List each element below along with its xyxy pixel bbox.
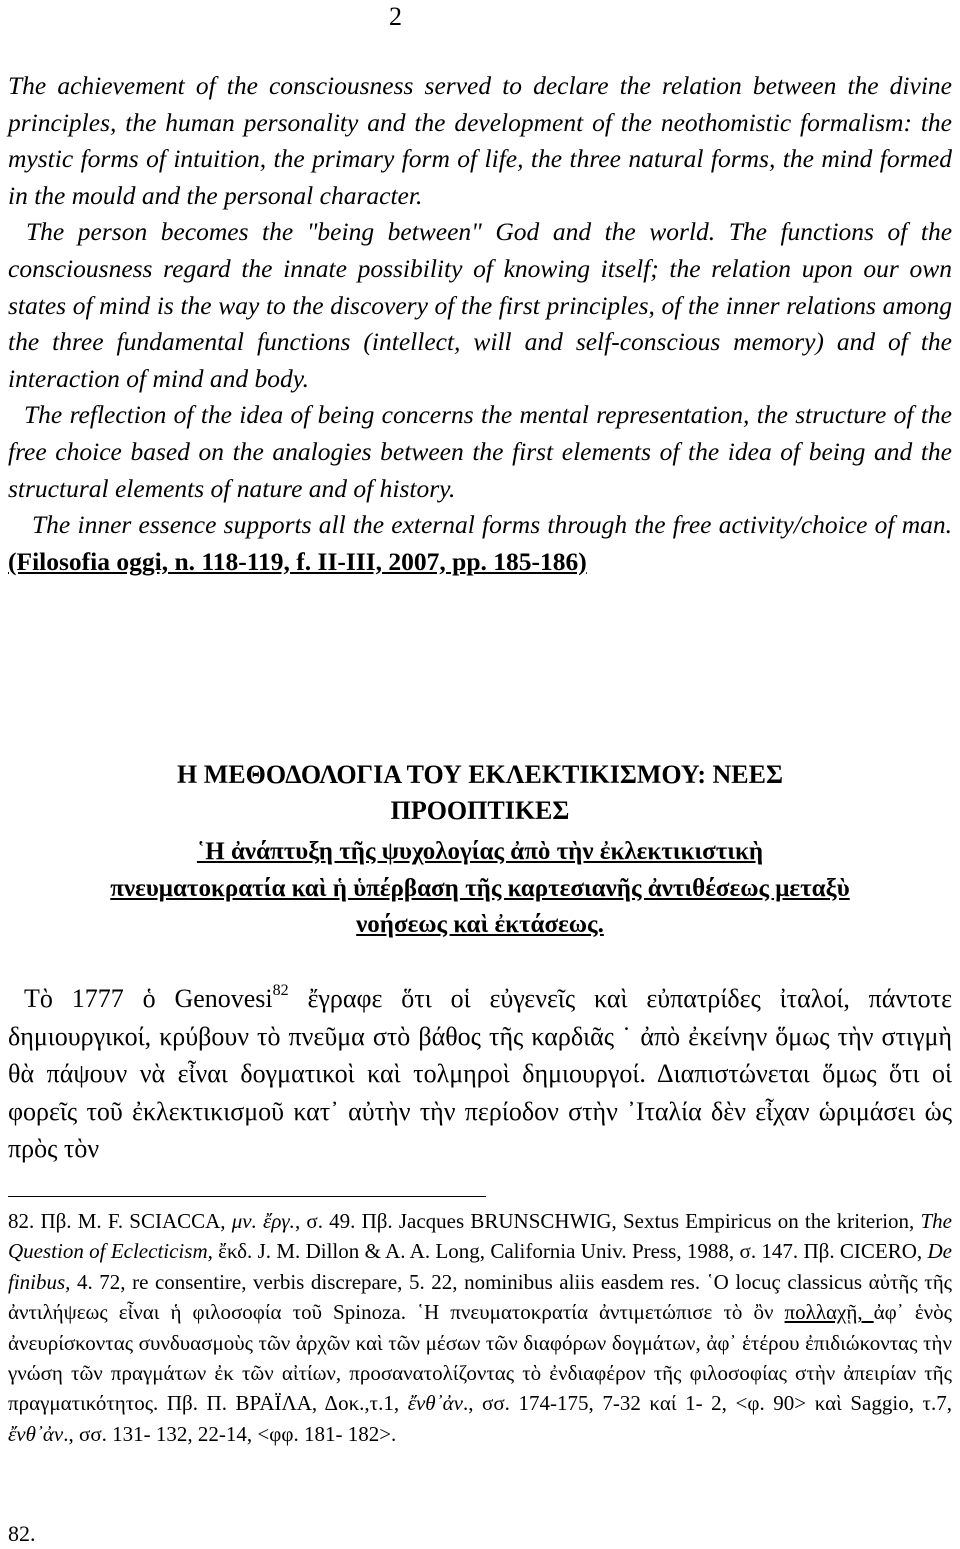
footnote-text-1: 82. Πβ. M. F. SCIACCA, <box>8 1209 232 1233</box>
page-number: 2 <box>389 2 402 31</box>
footnote-text-9: ἀφ᾽ ἑνὸς ἀνευρίσκοντας συνδυασμοὺς τῶν ἀρχῶν καὶ τῶν μέσων τῶν διαφόρων δογμάτων, ἀφ᾽ ἑτέρου ἐπιδιώκοντας τὴν γνώση τῶν πραγμάτων ἐκ τῶν αἰτίων, προσανατολίζοντας τὸ ἐνδιαφέρον τῆς φιλοσοφίας στὴν ἀπειρίαν τῆς πραγματικότητος. Πβ. Π. ΒΡΑΪΛΑ, Δοκ.,τ.1, <box>8 1300 952 1416</box>
section-heading-line-1: Η ΜΕΘΟΔΟΛΟΓΙΑ ΤΟΥ ΕΚΛΕΚΤΙΚΙΣΜΟΥ: ΝΕΕΣ <box>177 760 783 789</box>
section-subheading-line-2: πνευματοκρατία καὶ ἡ ὑπέρβαση τῆς καρτεσιανῆς ἀντιθέσεως μεταξὺ <box>110 874 850 902</box>
section-subheading-line-1: ῾Η ἀνάπτυξη τῆς ψυχολογίας ἀπὸ τὴν ἐκλεκτικιστικὴ <box>196 838 764 865</box>
footnote-82 <box>8 1206 952 1449</box>
footnote-text-7: 4. 72, re consentire, verbis discrepare, 5. 22, nominibus aliis easdem res. ῾Ο locuç classicus αὐτῆς τῆς ἀντιλήψεως εἶναι ἡ φιλοσοφία τοῦ Spinoza. ῾Η πνευματοκρατία ἀντιμετώπισε τὸ ὂν <box>8 1269 952 1325</box>
footnote-text-10: ἔνθ᾽ἀν <box>407 1391 463 1416</box>
footnote-section <box>8 1206 952 1449</box>
footnote-text-2: μν. ἔργ. <box>231 1209 295 1233</box>
english-paragraph-1: The achievement of the consciousness served to declare the relation between the divine principles, the human personality and the development of the neothomistic formalism: the mystic forms of intuition, the primary form of life, the three natural forms, the mind formed in the mould and the personal character. <box>8 71 952 210</box>
footnote-text-11: ., σσ. 174-175, 7-32 καί 1- 2, <φ. 90> καὶ Saggio, τ.7, <box>462 1391 952 1416</box>
footnote-text-8: πολλαχῇ, <box>784 1300 874 1325</box>
english-paragraph-4-text: The inner essence supports all the external forms through the free activity/choice of man. <box>32 510 952 540</box>
footnote-text-4: The Question of Eclecticism, <box>8 1209 952 1264</box>
footnote-text-13: ., σσ. 131- 132, 22-14, <φφ. 181- 182>. <box>63 1421 397 1446</box>
footnote-text-3: , σ. 49. Πβ. Jacques BRUNSCHWIG, Sextus Empiricus on the kriterion, <box>294 1209 921 1233</box>
section-subheading <box>8 834 952 944</box>
source-citation: (Filosofia oggi, n. 118-119, f. II-III, 2007, pp. 185-186) <box>8 546 587 576</box>
english-abstract <box>8 68 952 580</box>
english-paragraph-2-rest: The functions of the consciousness regard the innate possibility of knowing itself; the relation upon our own states of mind is the way to the discovery of the first principles, of the inner relations among the three fundamental functions (intellect, will and self-conscious memory) and of the interaction of mind and body. <box>8 217 953 393</box>
footnote-trailing-number: 82. <box>8 1521 36 1546</box>
section-heading <box>40 757 920 829</box>
english-paragraph-2 <box>8 214 952 397</box>
english-paragraph-3: The reflection of the idea of being concerns the mental representation, the structure of the free choice based on the analogies between the first elements of the idea of being and the structural elements of nature and of history. <box>8 400 952 503</box>
english-paragraph-4 <box>8 507 952 580</box>
greek-paragraph <box>8 980 952 1168</box>
greek-paragraph-rest: ἔγραφε ὅτι οἱ εὐγενεῖς καὶ εὐπατρίδες ἰταλοί, πάντοτε δημιουργικοί, κρύβουν τὸ πνεῦμα στὸ βάθος τῆς καρδιᾶς ˙ ἀπὸ ἐκείνην ὅμως τὴν στιγμὴ θὰ πάψουν νὰ εἶναι δογματικοὶ καὶ τολμηροὶ δημιουργοί. Διαπιστώνεται ὅμως ὅτι οἱ φορεῖς τοῦ ἐκλεκτικισμοῦ κατ᾽ αὐτὴν τὴν περίοδον στὴν ᾽Ιταλία δὲν εἶχαν ὡριμάσει ὡς πρὸς τὸν <box>8 984 952 1163</box>
greek-paragraph-start: Τὸ 1777 ὁ Genovesi <box>24 984 273 1013</box>
footnote-divider <box>8 1196 486 1197</box>
footnote-text-6: De finibus, <box>8 1239 952 1294</box>
greek-body-text <box>8 980 952 1168</box>
footnote-reference: 82 <box>272 982 289 999</box>
footnote-text-5: ἔκδ. J. M. Dillon & A. A. Long, California Univ. Press, 1988, σ. 147. Πβ. CICERO, <box>212 1239 928 1264</box>
section-heading-line-2: ΠΡΟΟΠΤΙΚΕΣ <box>390 796 570 825</box>
footnote-text-12: ἔνθ᾽ἀν <box>8 1421 64 1446</box>
english-paragraph-2-lead: The person becomes the "being between" God and the world. <box>26 217 716 247</box>
section-subheading-line-3: νοήσεως καὶ ἐκτάσεως. <box>356 911 604 938</box>
